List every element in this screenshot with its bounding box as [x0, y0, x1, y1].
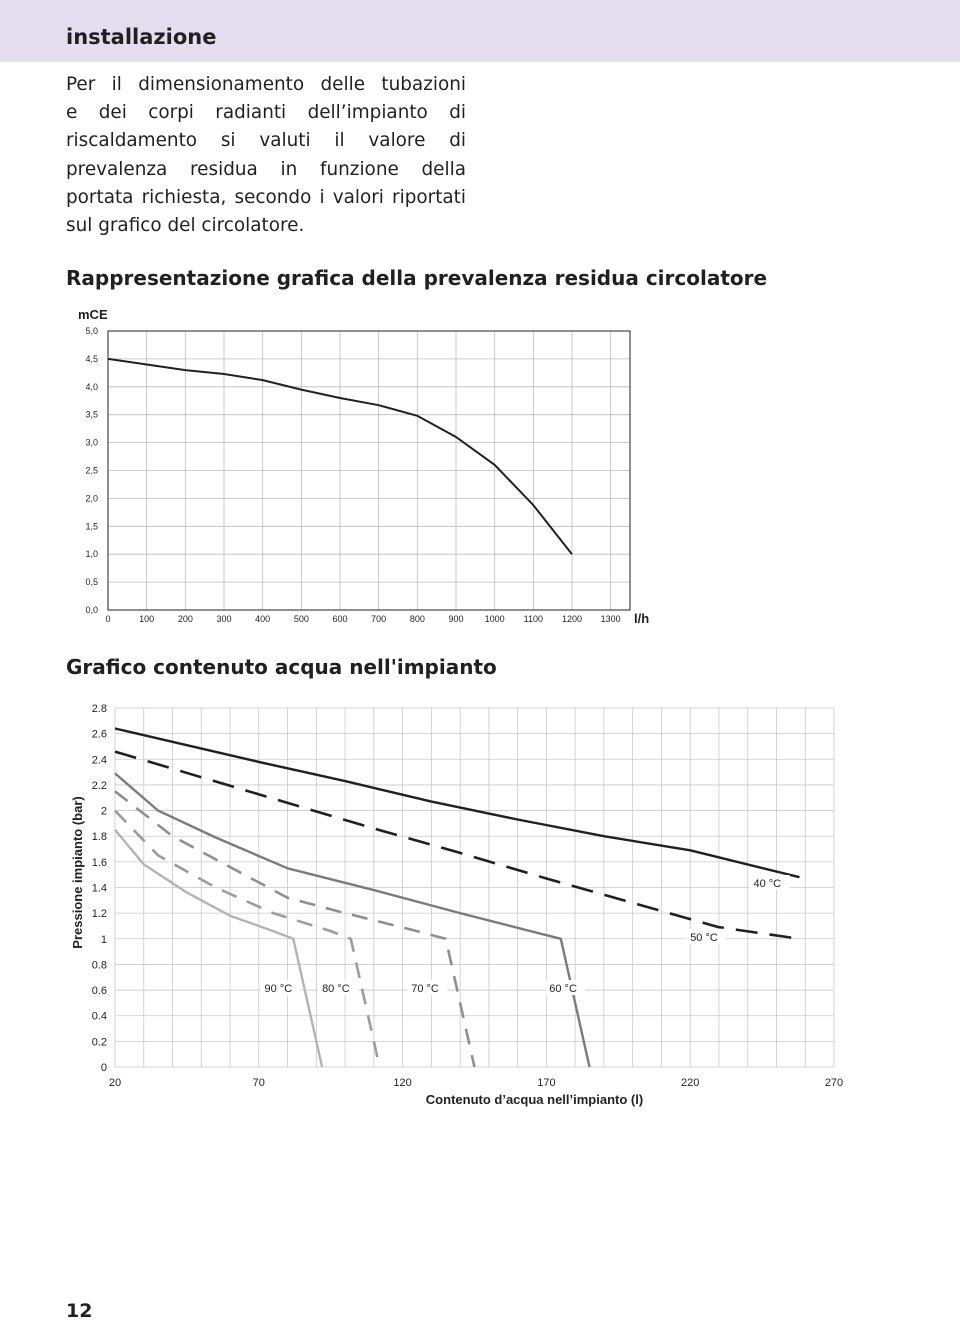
pump-head-chart — [0, 300, 960, 640]
y-tick-label: 2.6 — [91, 728, 107, 741]
x-tick-label: 900 — [448, 614, 464, 624]
series-label: 50 °C — [690, 931, 718, 944]
intro-line: sul grafico del circolatore. — [66, 215, 305, 237]
y-tick-label: 0,5 — [85, 577, 98, 588]
x-tick-label: 1000 — [484, 614, 505, 624]
y-tick-label: 4,0 — [85, 381, 98, 392]
y-tick-label: 0.6 — [91, 985, 107, 998]
series-line — [115, 752, 800, 939]
y-tick-label: 2.2 — [91, 779, 107, 792]
y-tick-label: 3,5 — [85, 409, 98, 420]
x-tick-label: 1300 — [600, 614, 621, 624]
intro-line: portata richiesta, secondo i valori riportati — [66, 186, 466, 208]
y-tick-label: 0.4 — [91, 1010, 107, 1023]
y-tick-label: 1.6 — [91, 856, 107, 869]
x-tick-label: 800 — [409, 614, 425, 624]
x-axis-label: l/h — [634, 611, 650, 626]
intro-line: e dei corpi radianti dell’impianto di — [66, 102, 466, 124]
y-tick-label: 0 — [100, 1062, 107, 1074]
y-tick-label: 1.4 — [91, 882, 107, 895]
section-title: installazione — [66, 25, 217, 49]
x-tick-label: 220 — [681, 1077, 700, 1089]
x-tick-label: 70 — [252, 1077, 265, 1089]
x-tick-label: 120 — [393, 1077, 412, 1089]
x-tick-label: 1200 — [561, 614, 583, 624]
x-axis-label: Contenuto d’acqua nell’impianto (l) — [425, 1092, 644, 1107]
y-tick-label: 1,0 — [85, 549, 98, 560]
series-label: 40 °C — [753, 877, 782, 890]
y-tick-label: 1 — [100, 933, 107, 946]
page-number: 12 — [66, 1300, 93, 1322]
y-tick-label: 2,0 — [85, 493, 98, 504]
y-tick-label: 2,5 — [85, 465, 98, 476]
y-tick-label: 2.4 — [91, 754, 107, 767]
y-tick-label: 1.8 — [91, 831, 107, 844]
y-axis-label: mCE — [78, 307, 108, 322]
water-content-chart — [0, 695, 960, 1125]
y-tick-label: 5,0 — [85, 326, 98, 336]
series-line — [115, 773, 590, 1067]
series-label: 90 °C — [264, 983, 293, 996]
x-tick-label: 700 — [371, 614, 387, 624]
y-axis-label: Pressione impianto (bar) — [70, 796, 85, 949]
intro-line: prevalenza residua in funzione della — [66, 158, 466, 180]
series-label: 60 °C — [549, 983, 577, 996]
y-tick-label: 0.8 — [91, 959, 107, 972]
x-tick-label: 500 — [293, 614, 309, 624]
y-tick-label: 4,5 — [85, 353, 98, 364]
y-tick-label: 1.2 — [91, 908, 107, 921]
series-line — [115, 791, 475, 1067]
x-tick-label: 1100 — [523, 614, 544, 624]
x-tick-label: 400 — [255, 614, 271, 624]
x-tick-label: 270 — [824, 1077, 844, 1089]
y-tick-label: 2 — [100, 805, 107, 818]
y-tick-label: 2.8 — [91, 703, 107, 715]
y-tick-label: 0,0 — [85, 605, 98, 615]
pump-chart-title: Rappresentazione grafica della prevalenza residua circolatore — [66, 266, 768, 290]
x-tick-label: 0 — [105, 614, 111, 624]
intro-line: riscaldamento si valuti il valore di — [66, 130, 466, 152]
y-tick-label: 3,0 — [85, 437, 98, 448]
series-label: 70 °C — [411, 983, 439, 996]
series-line — [115, 830, 322, 1067]
series-line — [115, 729, 800, 878]
y-tick-label: 1,5 — [85, 521, 98, 532]
x-tick-label: 170 — [537, 1077, 556, 1089]
series-label: 80 °C — [322, 983, 350, 996]
intro-line: Per il dimensionamento delle tubazioni — [66, 74, 466, 95]
x-tick-label: 300 — [216, 614, 232, 624]
x-tick-label: 20 — [108, 1077, 122, 1089]
x-tick-label: 600 — [332, 614, 348, 624]
y-tick-label: 0.2 — [91, 1036, 107, 1049]
intro-paragraph — [66, 71, 466, 240]
x-tick-label: 200 — [177, 614, 193, 624]
water-content-chart-title: Grafico contenuto acqua nell'impianto — [66, 655, 497, 679]
x-tick-label: 100 — [139, 614, 155, 624]
